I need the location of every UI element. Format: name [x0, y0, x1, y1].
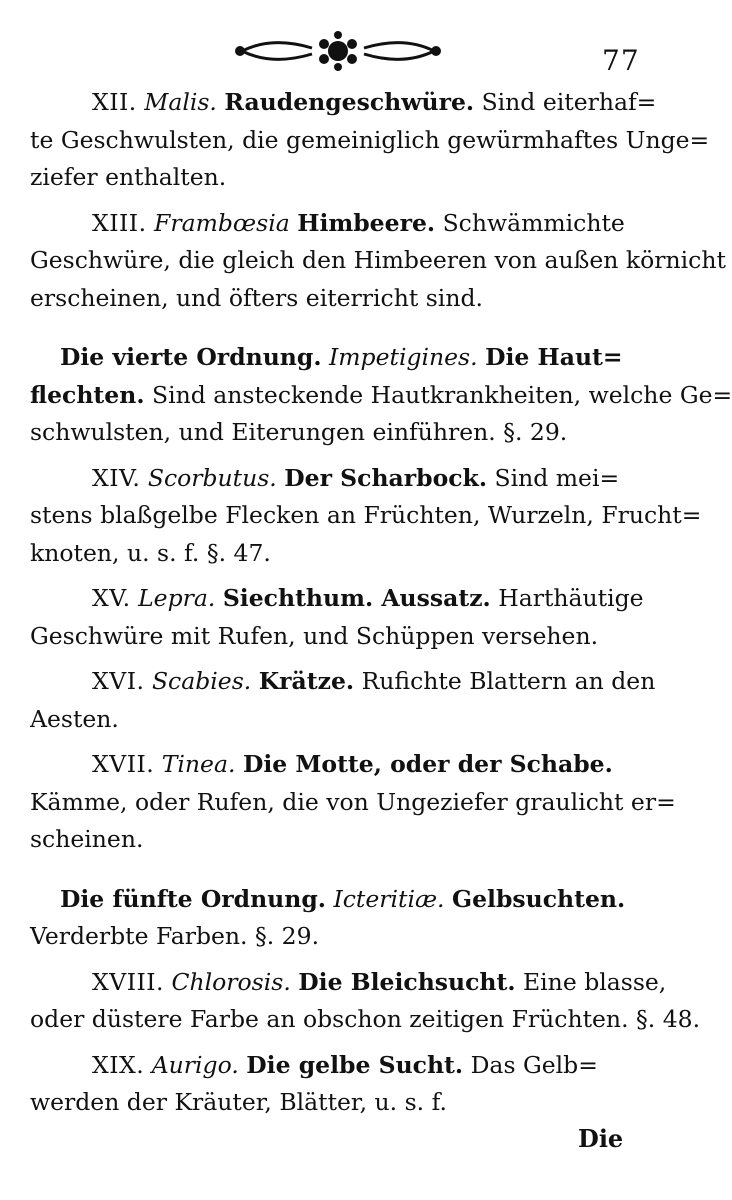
- latin-term: Scabies.: [151, 667, 252, 695]
- entry-xix-line-1: [30, 1047, 642, 1085]
- page-number: 77: [602, 44, 640, 77]
- entry-number: XVI.: [92, 667, 145, 695]
- german-term: Siechthum. Aussatz.: [222, 584, 491, 612]
- entry-text: Sind ansteckende Hautkrankheiten, welche Ge=: [152, 380, 732, 409]
- entry-number: XII.: [92, 88, 137, 116]
- order-5-line-1: [30, 881, 642, 919]
- latin-term: Malis.: [144, 88, 217, 116]
- entry-text: Schwämmichte: [442, 208, 625, 237]
- german-term: Raudengeschwüre.: [224, 88, 475, 116]
- order-4-line-3: schwulsten, und Eiterungen einführen. §. 29.: [30, 418, 568, 446]
- order-4-line-2: [30, 377, 732, 415]
- german-term: Die Bleichsucht.: [298, 967, 516, 996]
- entry-number: XIX.: [92, 1050, 145, 1079]
- entry-text: Das Gelb=: [470, 1050, 598, 1079]
- entry-number: XIV.: [92, 463, 141, 492]
- entry-xii-line-1: [30, 84, 657, 122]
- latin-term: Aurigo.: [151, 1050, 239, 1079]
- entry-text: Sind mei=: [494, 463, 620, 492]
- order-5-line-2: Verderbte Farben. §. 29.: [30, 922, 320, 950]
- entry-xvii-line-2: Kämme, oder Rufen, die von Ungeziefer graulicht er=: [30, 787, 676, 816]
- entry-xvi-line-1: [30, 663, 656, 701]
- entry-xviii-line-1: [30, 964, 667, 1002]
- entry-xix-line-2: werden der Kräuter, Blätter, u. s. f.: [30, 1088, 447, 1116]
- latin-term: Lepra.: [138, 584, 216, 612]
- entry-xii-line-3: ziefer enthalten.: [30, 163, 227, 191]
- entry-text: Eine blasse,: [523, 967, 667, 996]
- german-term-continued: flechten.: [30, 380, 145, 409]
- entry-xiii-line-1: [30, 205, 642, 243]
- entry-number: XIII.: [92, 208, 147, 237]
- entry-text: Sind eiterhaf=: [481, 88, 657, 116]
- entry-text: Rufichte Blattern an den: [361, 667, 656, 695]
- german-term: Die gelbe Sucht.: [246, 1050, 464, 1079]
- latin-term: Impetigines.: [328, 343, 478, 371]
- german-term: Die Motte, oder der Schabe.: [242, 750, 613, 778]
- entry-number: XV.: [92, 584, 131, 612]
- german-term: Himbeere.: [297, 208, 436, 237]
- entry-xvi-line-2: Aesten.: [30, 704, 119, 733]
- entry-xiv-line-2: stens blaßgelbe Flecken an Früchten, Wurzeln, Frucht=: [30, 501, 702, 529]
- german-term: Der Scharbock.: [284, 463, 488, 492]
- entry-xv-line-2: Geschwüre mit Rufen, und Schüppen versehen.: [30, 621, 599, 650]
- entry-number: XVII.: [92, 750, 155, 778]
- latin-term: Tinea.: [161, 750, 236, 778]
- german-term: Gelbsuchten.: [452, 884, 626, 913]
- entry-text: Harthäutige: [498, 584, 644, 612]
- entry-xv-line-1: [30, 580, 642, 618]
- entry-xii-line-2: te Geschwulsten, die gemeiniglich gewürmhaftes Unge=: [30, 125, 710, 154]
- latin-term: Chlorosis.: [171, 967, 291, 996]
- entry-xiv-line-1: [30, 460, 642, 498]
- page-body: [30, 84, 732, 1122]
- entry-xiii-line-2: Geschwüre, die gleich den Himbeeren von außen körnicht: [30, 246, 726, 274]
- entry-xviii-line-2: oder düstere Farbe an obschon zeitigen Früchten. §. 48.: [30, 1005, 701, 1033]
- german-term: Die Haut=: [485, 343, 623, 371]
- entry-number: XVIII.: [92, 967, 165, 996]
- latin-term: Scorbutus.: [147, 463, 277, 492]
- entry-xiv-line-3: knoten, u. s. f. §. 47.: [30, 538, 271, 567]
- entry-xvii-line-3: scheinen.: [30, 825, 144, 853]
- entry-xvii-line-1: [30, 746, 642, 784]
- order-heading: Die vierte Ordnung.: [60, 343, 322, 371]
- german-term: Krätze.: [258, 667, 355, 695]
- latin-term: Icteritiæ.: [333, 884, 445, 913]
- entry-xiii-line-3: erscheinen, und öfters eiterricht sind.: [30, 283, 483, 312]
- order-4-line-1: [30, 339, 642, 377]
- latin-term: Frambœsia: [154, 208, 290, 237]
- catchword: Die: [578, 1124, 624, 1153]
- order-heading: Die fünfte Ordnung.: [60, 884, 326, 913]
- floral-ornament-icon: [232, 28, 444, 74]
